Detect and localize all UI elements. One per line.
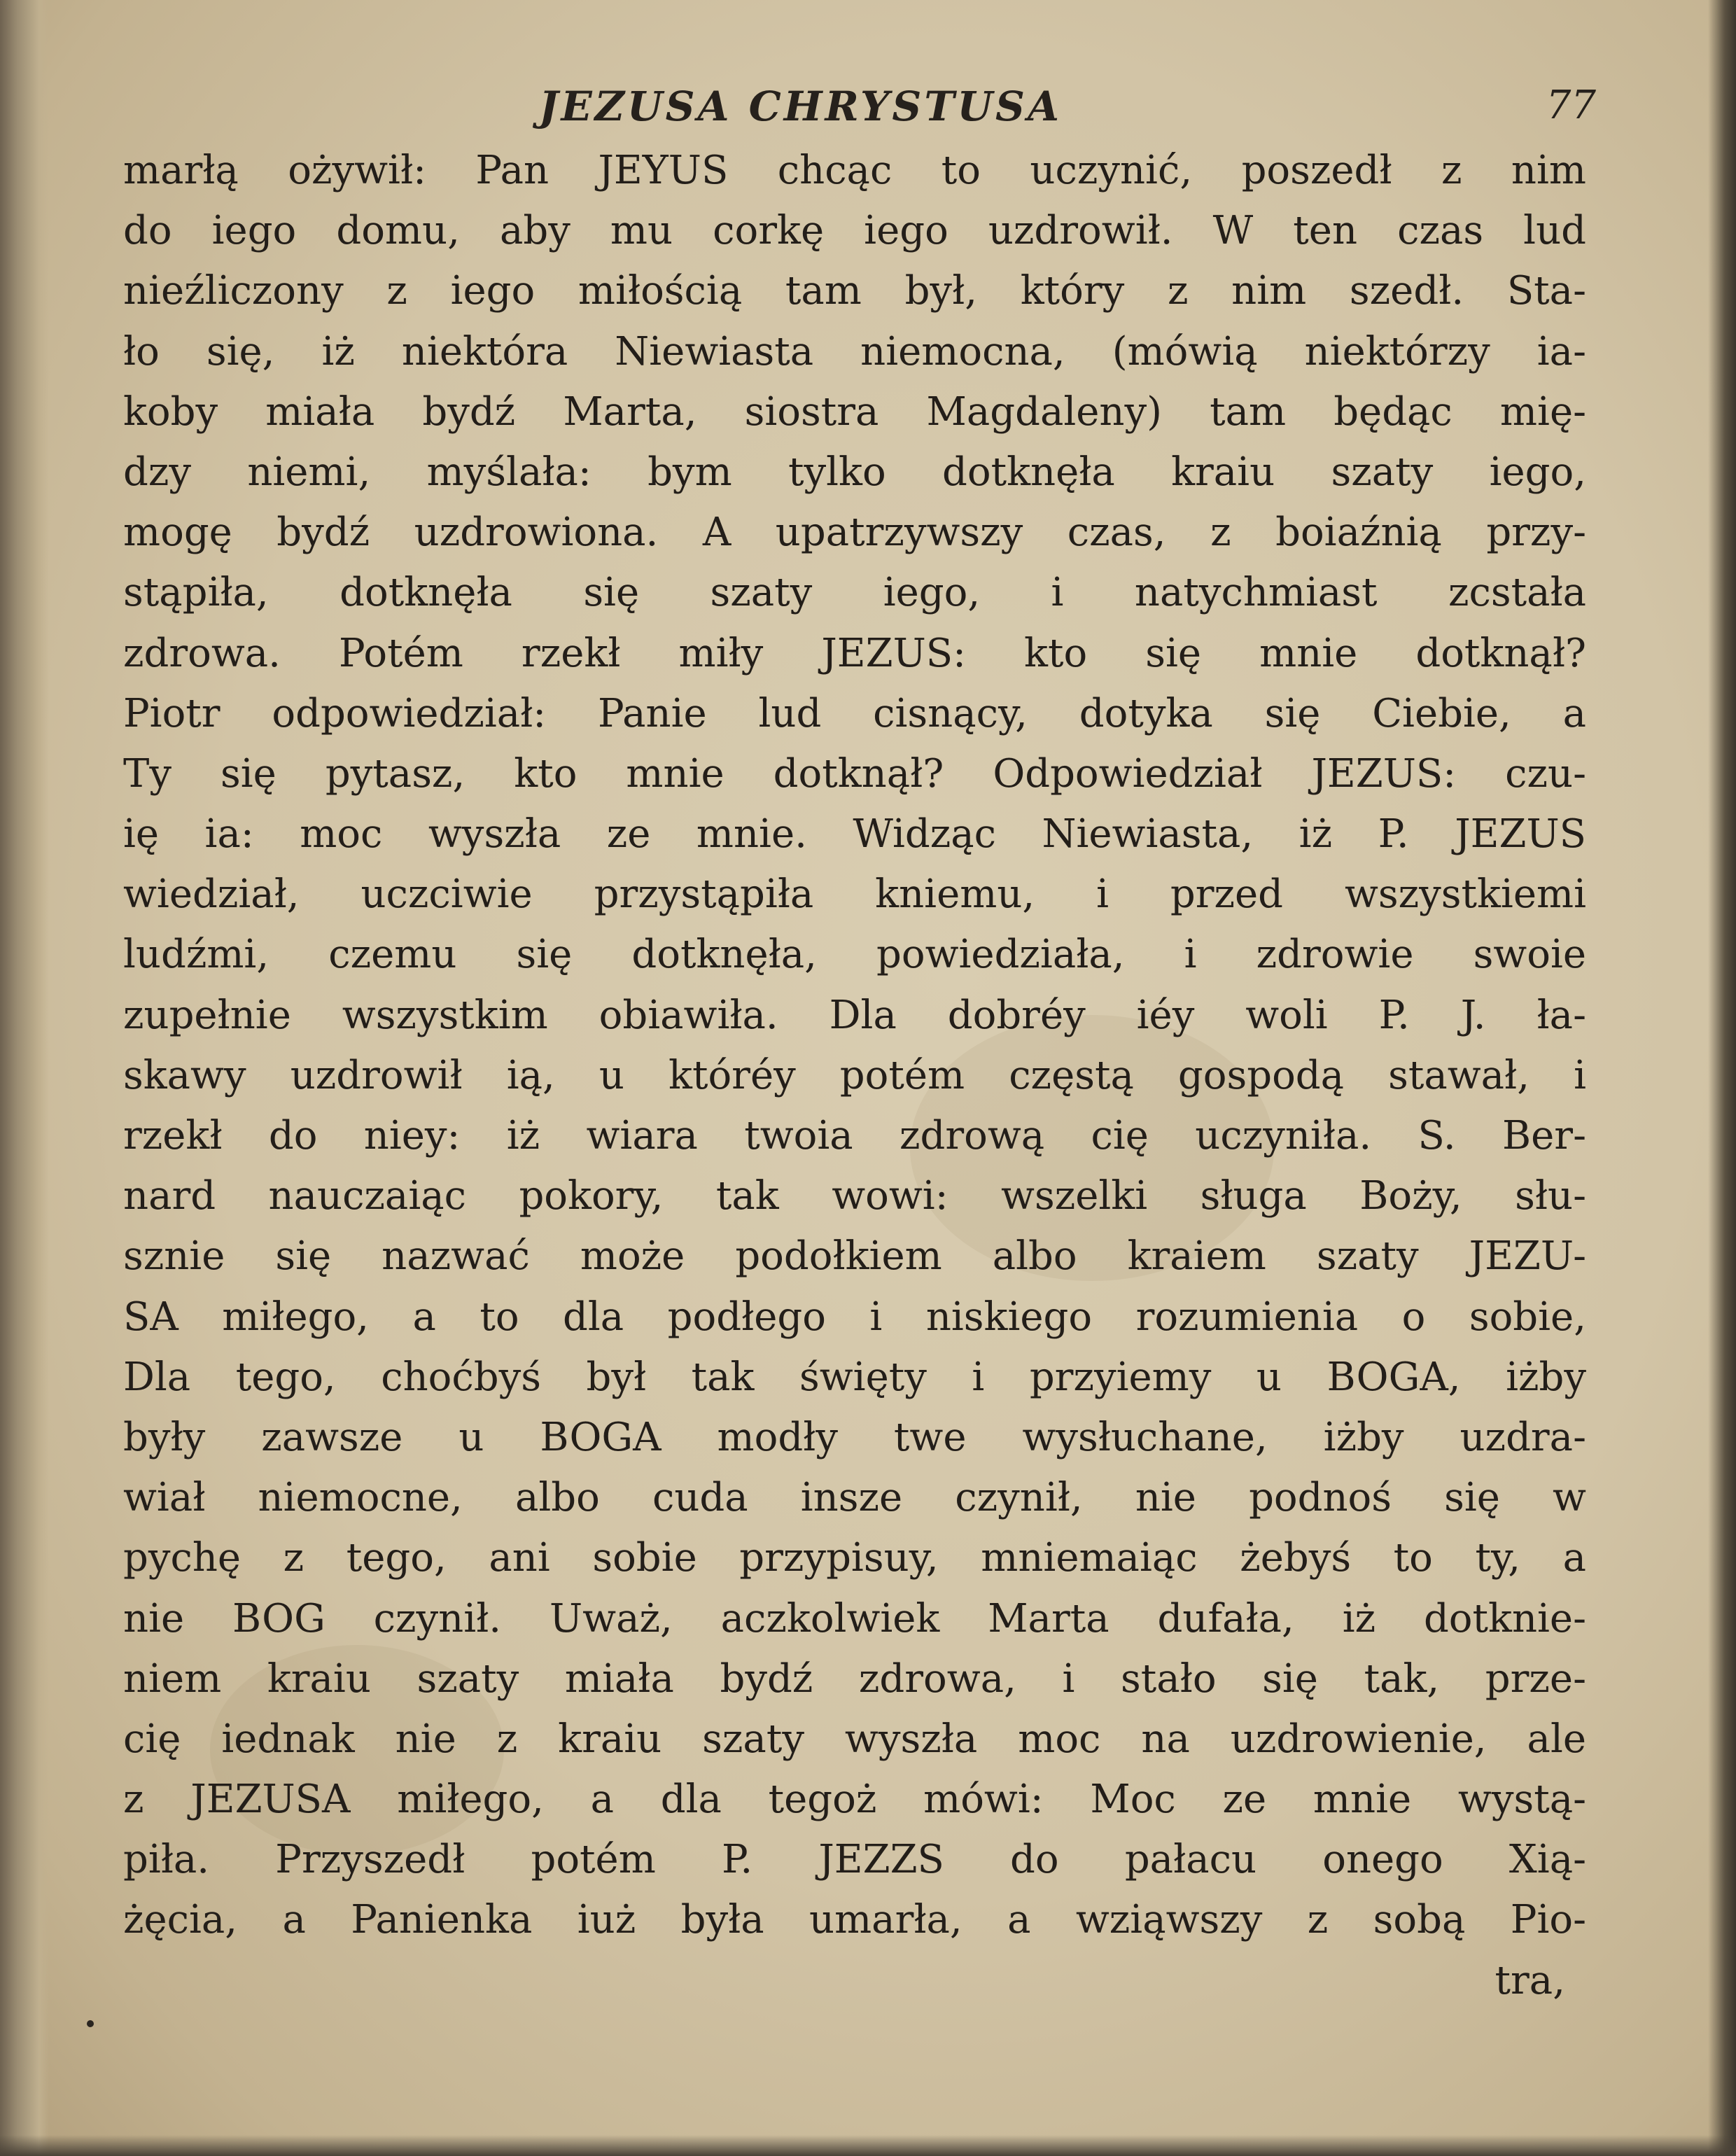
- text-line: żęcia, a Panienka iuż była umarła, a wziąwszy z sobą Pio-: [123, 1897, 1586, 1943]
- text-line: Ty się pytasz, kto mnie dotknął? Odpowiedział JEZUS: czu-: [123, 750, 1586, 797]
- running-title: JEZUSA CHRYSTUSA: [539, 83, 1062, 130]
- text-line: SA miłego, a to dla podłego i niskiego rozumienia o sobie,: [123, 1294, 1586, 1340]
- page-number: 77: [1546, 83, 1596, 128]
- text-line: niem kraiu szaty miała bydź zdrowa, i stało się tak, prze-: [123, 1656, 1586, 1702]
- text-line: stąpiła, dotknęła się szaty iego, i natychmiast zcstała: [123, 570, 1586, 616]
- text-line: mogę bydź uzdrowiona. A upatrzywszy czas, z boiaźnią przy-: [123, 510, 1586, 556]
- text-line: cię iednak nie z kraiu szaty wyszła moc na uzdrowienie, ale: [123, 1716, 1586, 1762]
- text-line: wiedział, uczciwie przystąpiła kniemu, i przed wszystkiemi: [123, 872, 1586, 918]
- text-line: nieźliczony z iego miłością tam był, który z nim szedł. Sta-: [123, 268, 1586, 314]
- catchword: tra,: [1494, 1957, 1565, 2003]
- text-line: piła. Przyszedł potém P. JEZZS do pałacu onego Xią-: [123, 1837, 1586, 1883]
- text-line: z JEZUSA miłego, a dla tegoż mówi: Moc ze mnie wystą-: [123, 1777, 1586, 1823]
- text-line: Piotr odpowiedział: Panie lud cisnący, dotyka się Ciebie, a: [123, 690, 1586, 736]
- text-line: ludźmi, czemu się dotknęła, powiedziała, i zdrowie swoie: [123, 932, 1586, 978]
- ink-dot-mark: [87, 2020, 94, 2027]
- text-line: koby miała bydź Marta, siostra Magdaleny) tam będąc mię-: [123, 388, 1586, 435]
- text-line: sznie się nazwać może podołkiem albo kraiem szaty JEZU-: [123, 1233, 1586, 1280]
- text-line: Dla tego, choćbyś był tak święty i przyiemy u BOGA, iżby: [123, 1354, 1586, 1400]
- text-line: dzy niemi, myślała: bym tylko dotknęła kraiu szaty iego,: [123, 449, 1586, 495]
- text-line: zdrowa. Potém rzekł miły JEZUS: kto się mnie dotknął?: [123, 630, 1586, 676]
- text-line: ło się, iż niektóra Niewiasta niemocna, (mówią niektórzy ia-: [123, 328, 1586, 374]
- text-line: rzekł do niey: iż wiara twoia zdrową cię uczyniła. S. Ber-: [123, 1113, 1586, 1158]
- text-line: wiał niemocne, albo cuda insze czynił, nie podnoś się w: [123, 1475, 1586, 1521]
- page-gutter-shadow: [0, 0, 49, 2156]
- text-line: do iego domu, aby mu corkę iego uzdrowił. W ten czas lud: [123, 208, 1586, 254]
- text-line: zupełnie wszystkim obiawiła. Dla dobréy iéy woli P. J. ła-: [123, 992, 1586, 1038]
- text-line: marłą ożywił: Pan JEYUS chcąc to uczynić, poszedł z nim: [123, 148, 1586, 193]
- page-bottom-edge: [0, 2135, 1736, 2156]
- text-line: nie BOG czynił. Uważ, aczkolwiek Marta dufała, iż dotknie-: [123, 1595, 1586, 1642]
- text-line: ię ia: moc wyszła ze mnie. Widząc Niewiasta, iż P. JEZUS: [123, 811, 1586, 858]
- text-line: pychę z tego, ani sobie przypisuy, mniemaiąc żebyś to ty, a: [123, 1535, 1586, 1581]
- page-right-edge: [1708, 0, 1736, 2156]
- page-header: [140, 83, 1596, 139]
- body-text: [123, 141, 1586, 2011]
- text-line: nard nauczaiąc pokory, tak wowi: wszelki sługa Boży, słu-: [123, 1173, 1586, 1219]
- text-line: skawy uzdrowił ią, u któréy potém częstą gospodą stawał, i: [123, 1052, 1586, 1098]
- text-line: były zawsze u BOGA modły twe wysłuchane, iżby uzdra-: [123, 1414, 1586, 1460]
